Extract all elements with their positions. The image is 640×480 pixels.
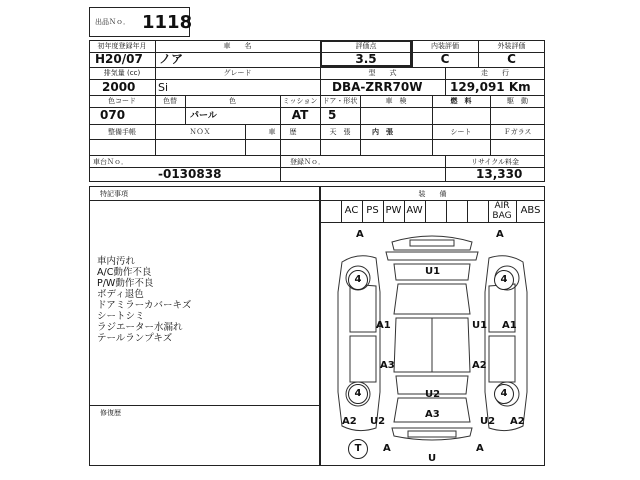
damage-mark: U2: [425, 389, 441, 400]
vehicle-history-label: 車 歴: [268, 128, 297, 136]
note-item: ドアミラーカバーキズ: [97, 300, 192, 311]
headliner-label: 天 張: [329, 128, 351, 136]
notes-list: [97, 256, 191, 344]
damage-mark: A2: [510, 416, 525, 427]
color-change-label: 色替: [163, 97, 177, 105]
equipment-abs: ABS: [520, 205, 541, 216]
equipment-ac: AC: [344, 205, 359, 216]
doors-label: ドア・形状: [322, 97, 358, 105]
color-code-label: 色コード: [108, 97, 136, 105]
notes-label: 特記事項: [100, 190, 128, 198]
transmission-value: AT: [291, 108, 309, 122]
repair-history-label: 修復歴: [100, 409, 121, 417]
model-code-value: DBA-ZRR70W: [332, 80, 423, 94]
year-label: 初年度登録年月: [97, 42, 147, 50]
note-item: テールランプキズ: [97, 333, 173, 344]
maintenance-record-label: 整備手帳: [108, 128, 136, 136]
nox-label: ＮＯＸ: [189, 128, 211, 136]
exterior-grade-label: 外装評価: [497, 42, 526, 50]
interior-grade-value: C: [440, 52, 450, 66]
damage-mark-circle: 4: [494, 270, 514, 290]
mileage-value: 129,091 Km: [450, 80, 531, 94]
drive-label: 駆 動: [507, 97, 528, 105]
damage-mark: U2: [370, 416, 386, 427]
model-code-label: 型 式: [368, 69, 397, 77]
note-item: P/W動作不良: [97, 278, 154, 289]
equipment-ps: PS: [366, 205, 379, 216]
color-value: パール: [190, 111, 217, 121]
note-item: ボディ退色: [97, 289, 144, 300]
car-name-label: 車 名: [223, 42, 252, 50]
damage-mark: A3: [425, 409, 440, 420]
damage-mark: A2: [472, 360, 487, 371]
grade-label: グレード: [223, 69, 252, 77]
note-item: シートシミ: [97, 311, 145, 322]
damage-mark: A3: [380, 360, 395, 371]
damage-mark: A: [383, 443, 391, 454]
exterior-grade-value: C: [507, 52, 516, 66]
front-glass-label: Ｆガラス: [503, 128, 532, 136]
seat-label: シート: [450, 128, 472, 136]
color-code-value: 070: [100, 108, 126, 122]
mileage-label: 走 行: [481, 69, 509, 77]
damage-mark-circle: 4: [348, 270, 368, 290]
year-value: H20/07: [95, 52, 143, 66]
damage-mark: A2: [342, 416, 357, 427]
equipment-empty-2: [446, 200, 467, 222]
grade-value: Si: [158, 81, 169, 94]
damage-mark: A1: [502, 320, 517, 331]
displacement-value: 2000: [102, 80, 136, 94]
equipment-empty-1: [425, 200, 446, 222]
chassis-number-label: 車台Ｎｏ．: [93, 158, 128, 166]
damage-mark: U1: [425, 266, 441, 277]
registration-number-label: 登録Ｎｏ．: [290, 158, 325, 166]
damage-mark: U2: [480, 416, 496, 427]
lot-number-value: 1118: [142, 12, 193, 33]
equipment-aw: AW: [406, 205, 423, 216]
equipment-pw: PW: [385, 205, 402, 216]
interior-grade-label: 内装評価: [431, 42, 459, 50]
score-label: 評価点: [355, 42, 377, 50]
transmission-label: ミッション: [282, 97, 318, 105]
interior-trim-label: 内 張: [372, 128, 393, 136]
score-value: 3.5: [355, 52, 377, 66]
damage-mark-circle: T: [348, 439, 368, 459]
damage-mark: A1: [376, 320, 391, 331]
equipment-empty-3: [467, 200, 488, 222]
color-label: 色: [229, 97, 236, 105]
inspection-label: 車 検: [385, 97, 407, 105]
doors-value: 5: [328, 108, 337, 122]
note-item: ラジエーター水漏れ: [97, 322, 183, 333]
displacement-label: 排気量 (cc): [103, 69, 141, 77]
damage-mark-circle: 4: [494, 384, 514, 404]
note-item: 車内汚れ: [97, 256, 136, 267]
damage-mark-circle: 4: [348, 384, 368, 404]
damage-mark: U1: [472, 320, 488, 331]
damage-mark: A: [496, 229, 504, 240]
damage-mark: A: [476, 443, 484, 454]
car-name-value: ノア: [159, 52, 184, 66]
damage-mark: U: [428, 453, 437, 464]
recycle-fee-value: 13,330: [476, 167, 523, 181]
lot-number-label: 出品Ｎｏ．: [95, 18, 130, 26]
damage-mark: A: [356, 229, 364, 240]
note-item: A/C動作不良: [97, 267, 152, 278]
equipment-label: 装 備: [418, 190, 447, 198]
chassis-number-value: -0130838: [158, 167, 222, 181]
equipment-airbag: AIR BAG: [492, 201, 512, 221]
recycle-fee-label: リサイクル料金: [470, 158, 520, 166]
car-damage-diagram: [320, 222, 545, 466]
fuel-label: 燃 料: [450, 97, 472, 105]
